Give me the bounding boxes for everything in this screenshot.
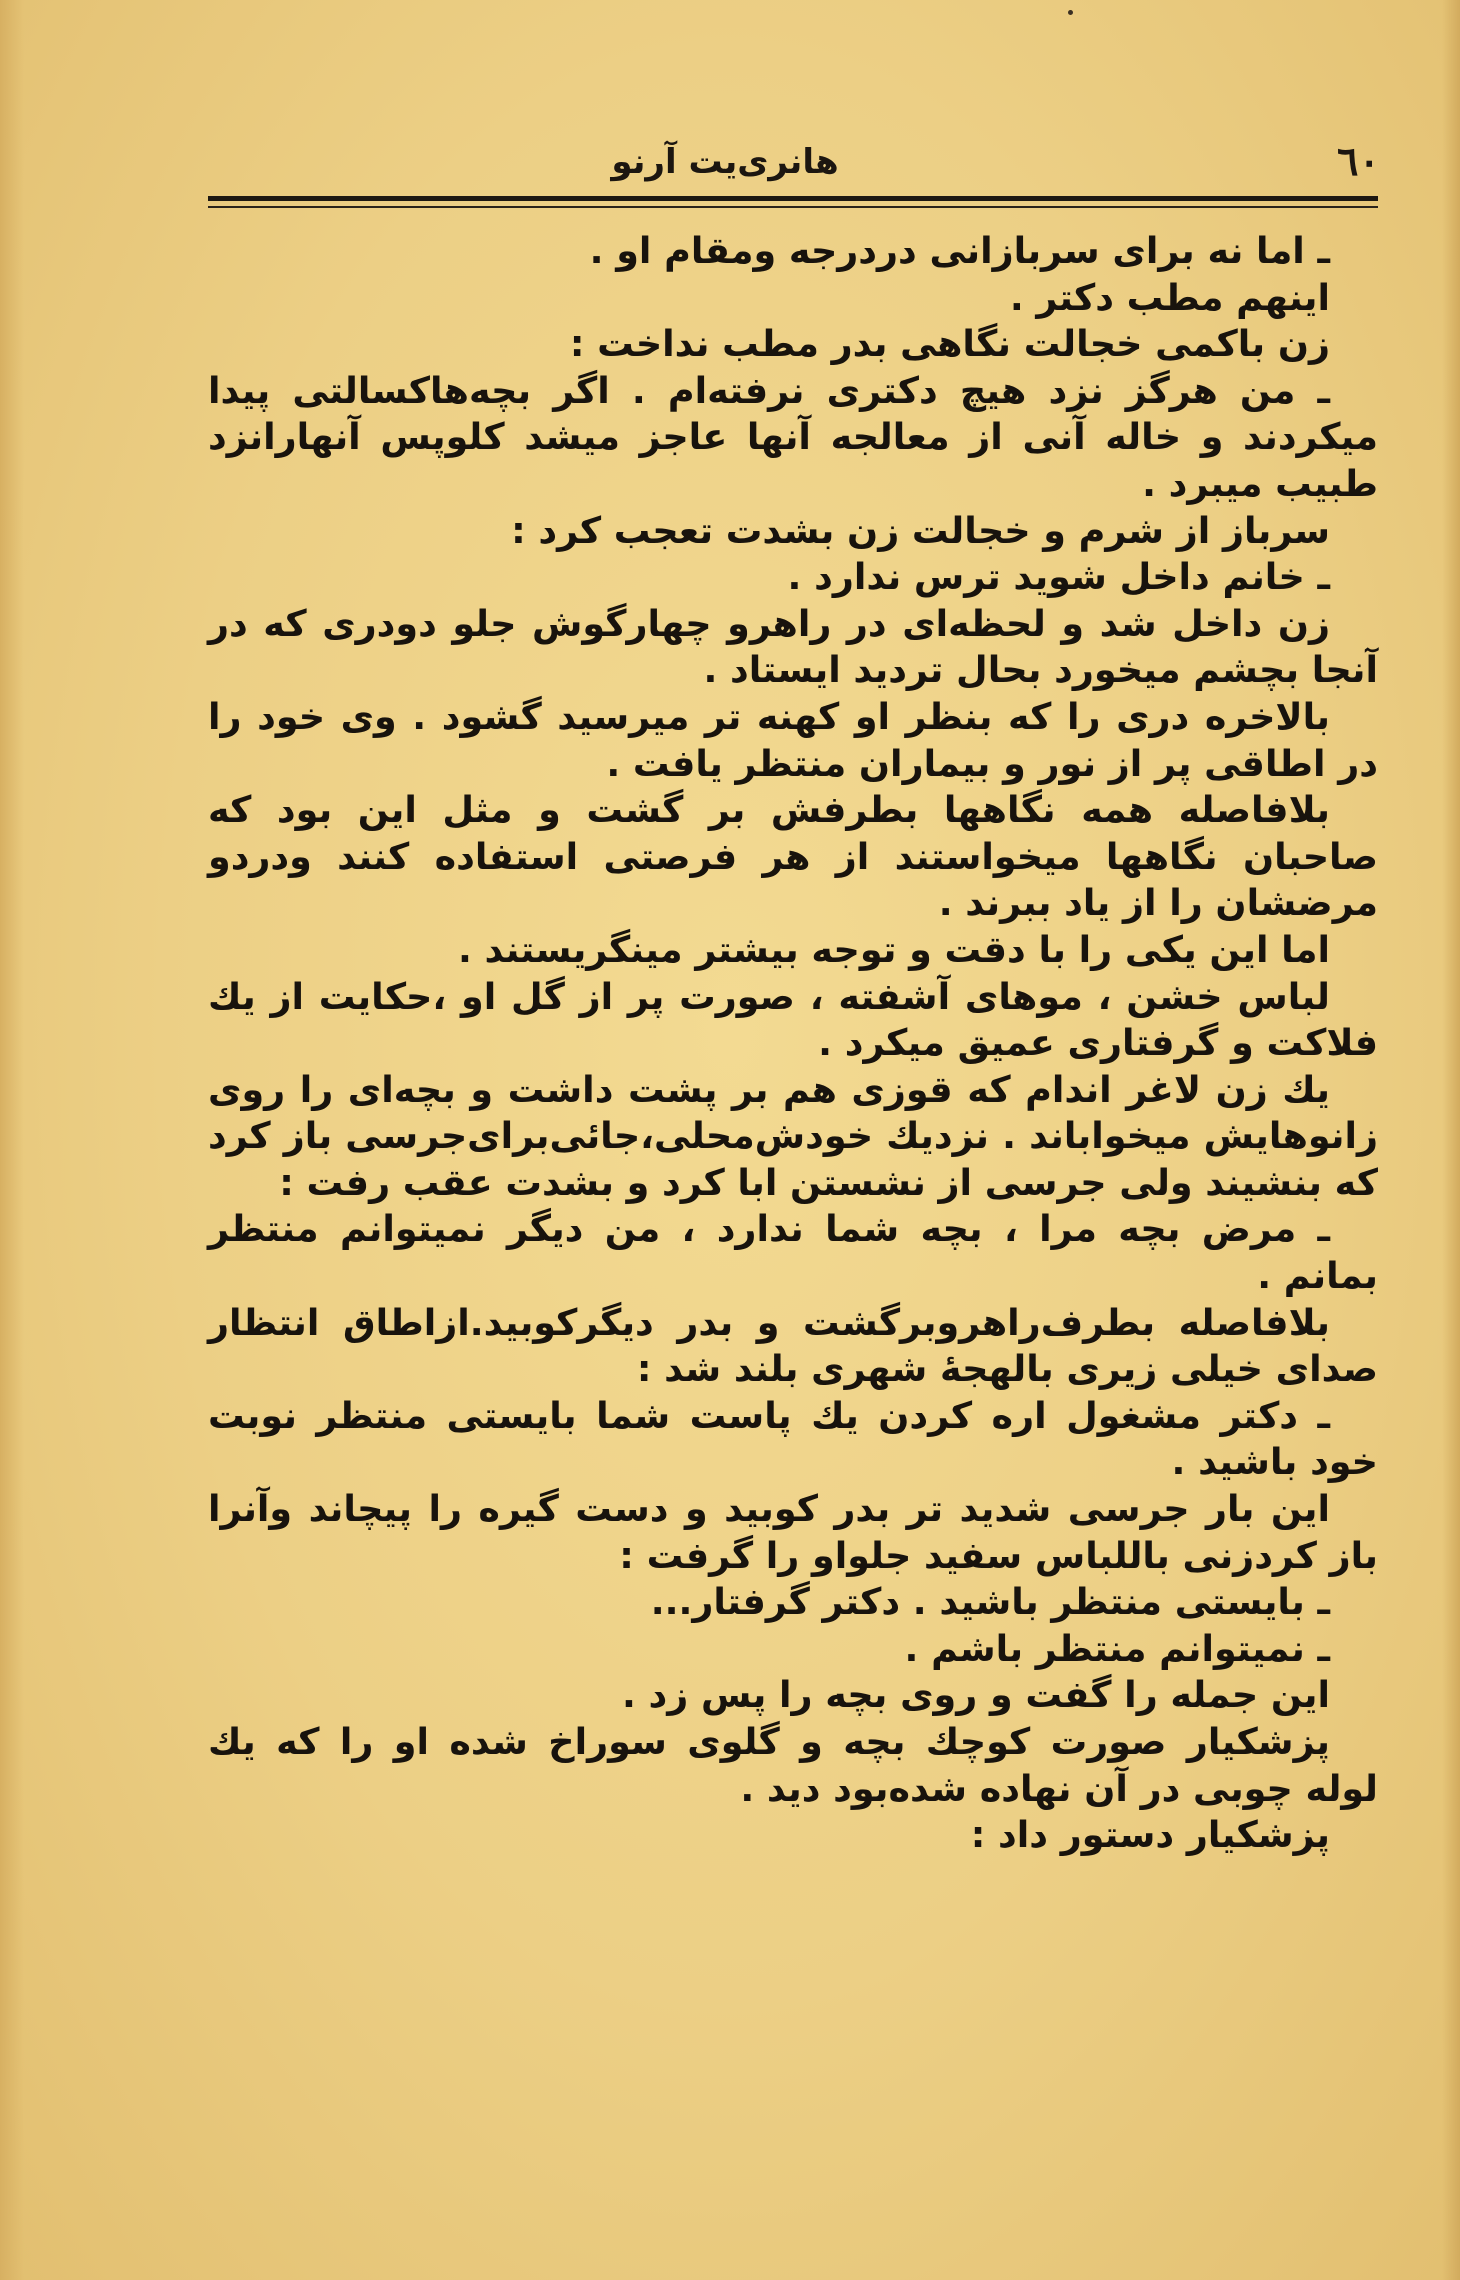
paragraph: بلافاصله همه نگاهها بطرفش بر گشت و مثل این بود که صاحبان نگاهها میخواستند از هر فرصتی استفاده کنند ودردو مرضشان را از یاد ببرند . xyxy=(208,788,1378,925)
paragraph: این بار جرسی شدید تر بدر کوبید و دست گیره را پیچاند وآنرا باز کردزنی باللباس سفید جلواو را گرفت : xyxy=(208,1487,1378,1577)
page-number: ٦٠ xyxy=(1337,138,1380,185)
paragraph: بلافاصله بطرف‌راهرو‌برگشت و بدر دیگرکوبید.ازاطاق انتظار صدای خیلی زیری بالهجهٔ شهری بلند شد : xyxy=(208,1300,1378,1391)
paragraph: یك زن لاغر اندام که قوزی هم بر پشت داشت و بچه‌ای را روی زانوهایش میخواباند . نزدیك خودش‌محلی،جائی‌برای‌جرسی باز کرد که بنشیند ولی جرسی از نشستن ابا کرد و بشدت عقب رفت : xyxy=(208,1067,1378,1204)
paragraph: اما این یکی را با دقت و توجه بیشتر مینگریستند . xyxy=(457,927,1330,971)
header-rule-thin xyxy=(208,206,1378,208)
body-text xyxy=(208,228,1378,1859)
paragraph: ـ نمیتوانم منتظر باشم . xyxy=(904,1626,1330,1670)
paragraph: ـ خانم داخل شوید ترس ندارد . xyxy=(787,555,1330,599)
header-rule-thick xyxy=(208,196,1378,201)
paragraph: ـ بایستی منتظر باشید . دکتر گرفتار... xyxy=(650,1580,1330,1624)
ink-speck xyxy=(1068,10,1073,15)
page-header xyxy=(210,138,1380,188)
paragraph: ـ من هرگز نزد هیچ دکتری نرفته‌ام . اگر بچه‌هاکسالتی پیدا میکردند و خاله آنی از معالجه آنها عاجز میشد کلوپس آنهارانزد طبیب میبرد . xyxy=(208,368,1378,505)
paragraph: ـ مرض بچه مرا ، بچه شما ندارد ، من دیگر نمیتوانم منتظر بمانم . xyxy=(208,1207,1378,1298)
paragraph: این جمله را گفت و روی بچه را پس زد . xyxy=(621,1673,1330,1717)
paragraph: سرباز از شرم و خجالت زن بشدت تعجب کرد : xyxy=(511,508,1330,552)
paragraph: اینهم مطب دکتر . xyxy=(1009,275,1330,319)
running-title: هانری‌یت آرنو xyxy=(611,142,839,182)
paragraph: زن داخل شد و لحظه‌ای در راهرو چهارگوش جلو دودری که در آنجا بچشم میخورد بحال تردید ایستاد . xyxy=(208,601,1378,692)
paragraph: پزشکیار دستور داد : xyxy=(970,1813,1330,1857)
paragraph: بالاخره دری را که بنظر او کهنه تر میرسید گشود . وی خود را در اطاقی پر از نور و بیماران منتظر یافت . xyxy=(208,694,1378,785)
paragraph: پزشکیار صورت کوچك بچه و گلوی سوراخ شده او را که یك لوله چوبی در آن نهاده شده‌بود دید . xyxy=(208,1720,1378,1810)
paragraph: ـ اما نه برای سربازانی دردرجه ومقام او . xyxy=(589,229,1330,272)
paragraph: ـ دکتر مشغول اره کردن یك پاست شما بایستی منتظر نوبت خود باشید . xyxy=(208,1393,1378,1484)
paragraph: زن باکمی خجالت نگاهی بدر مطب نداخت : xyxy=(569,322,1330,366)
paragraph: لباس خشن ، موهای آشفته ، صورت پر از گل او ،حکایت از یك فلاکت و گرفتاری عمیق میکرد . xyxy=(208,974,1378,1065)
